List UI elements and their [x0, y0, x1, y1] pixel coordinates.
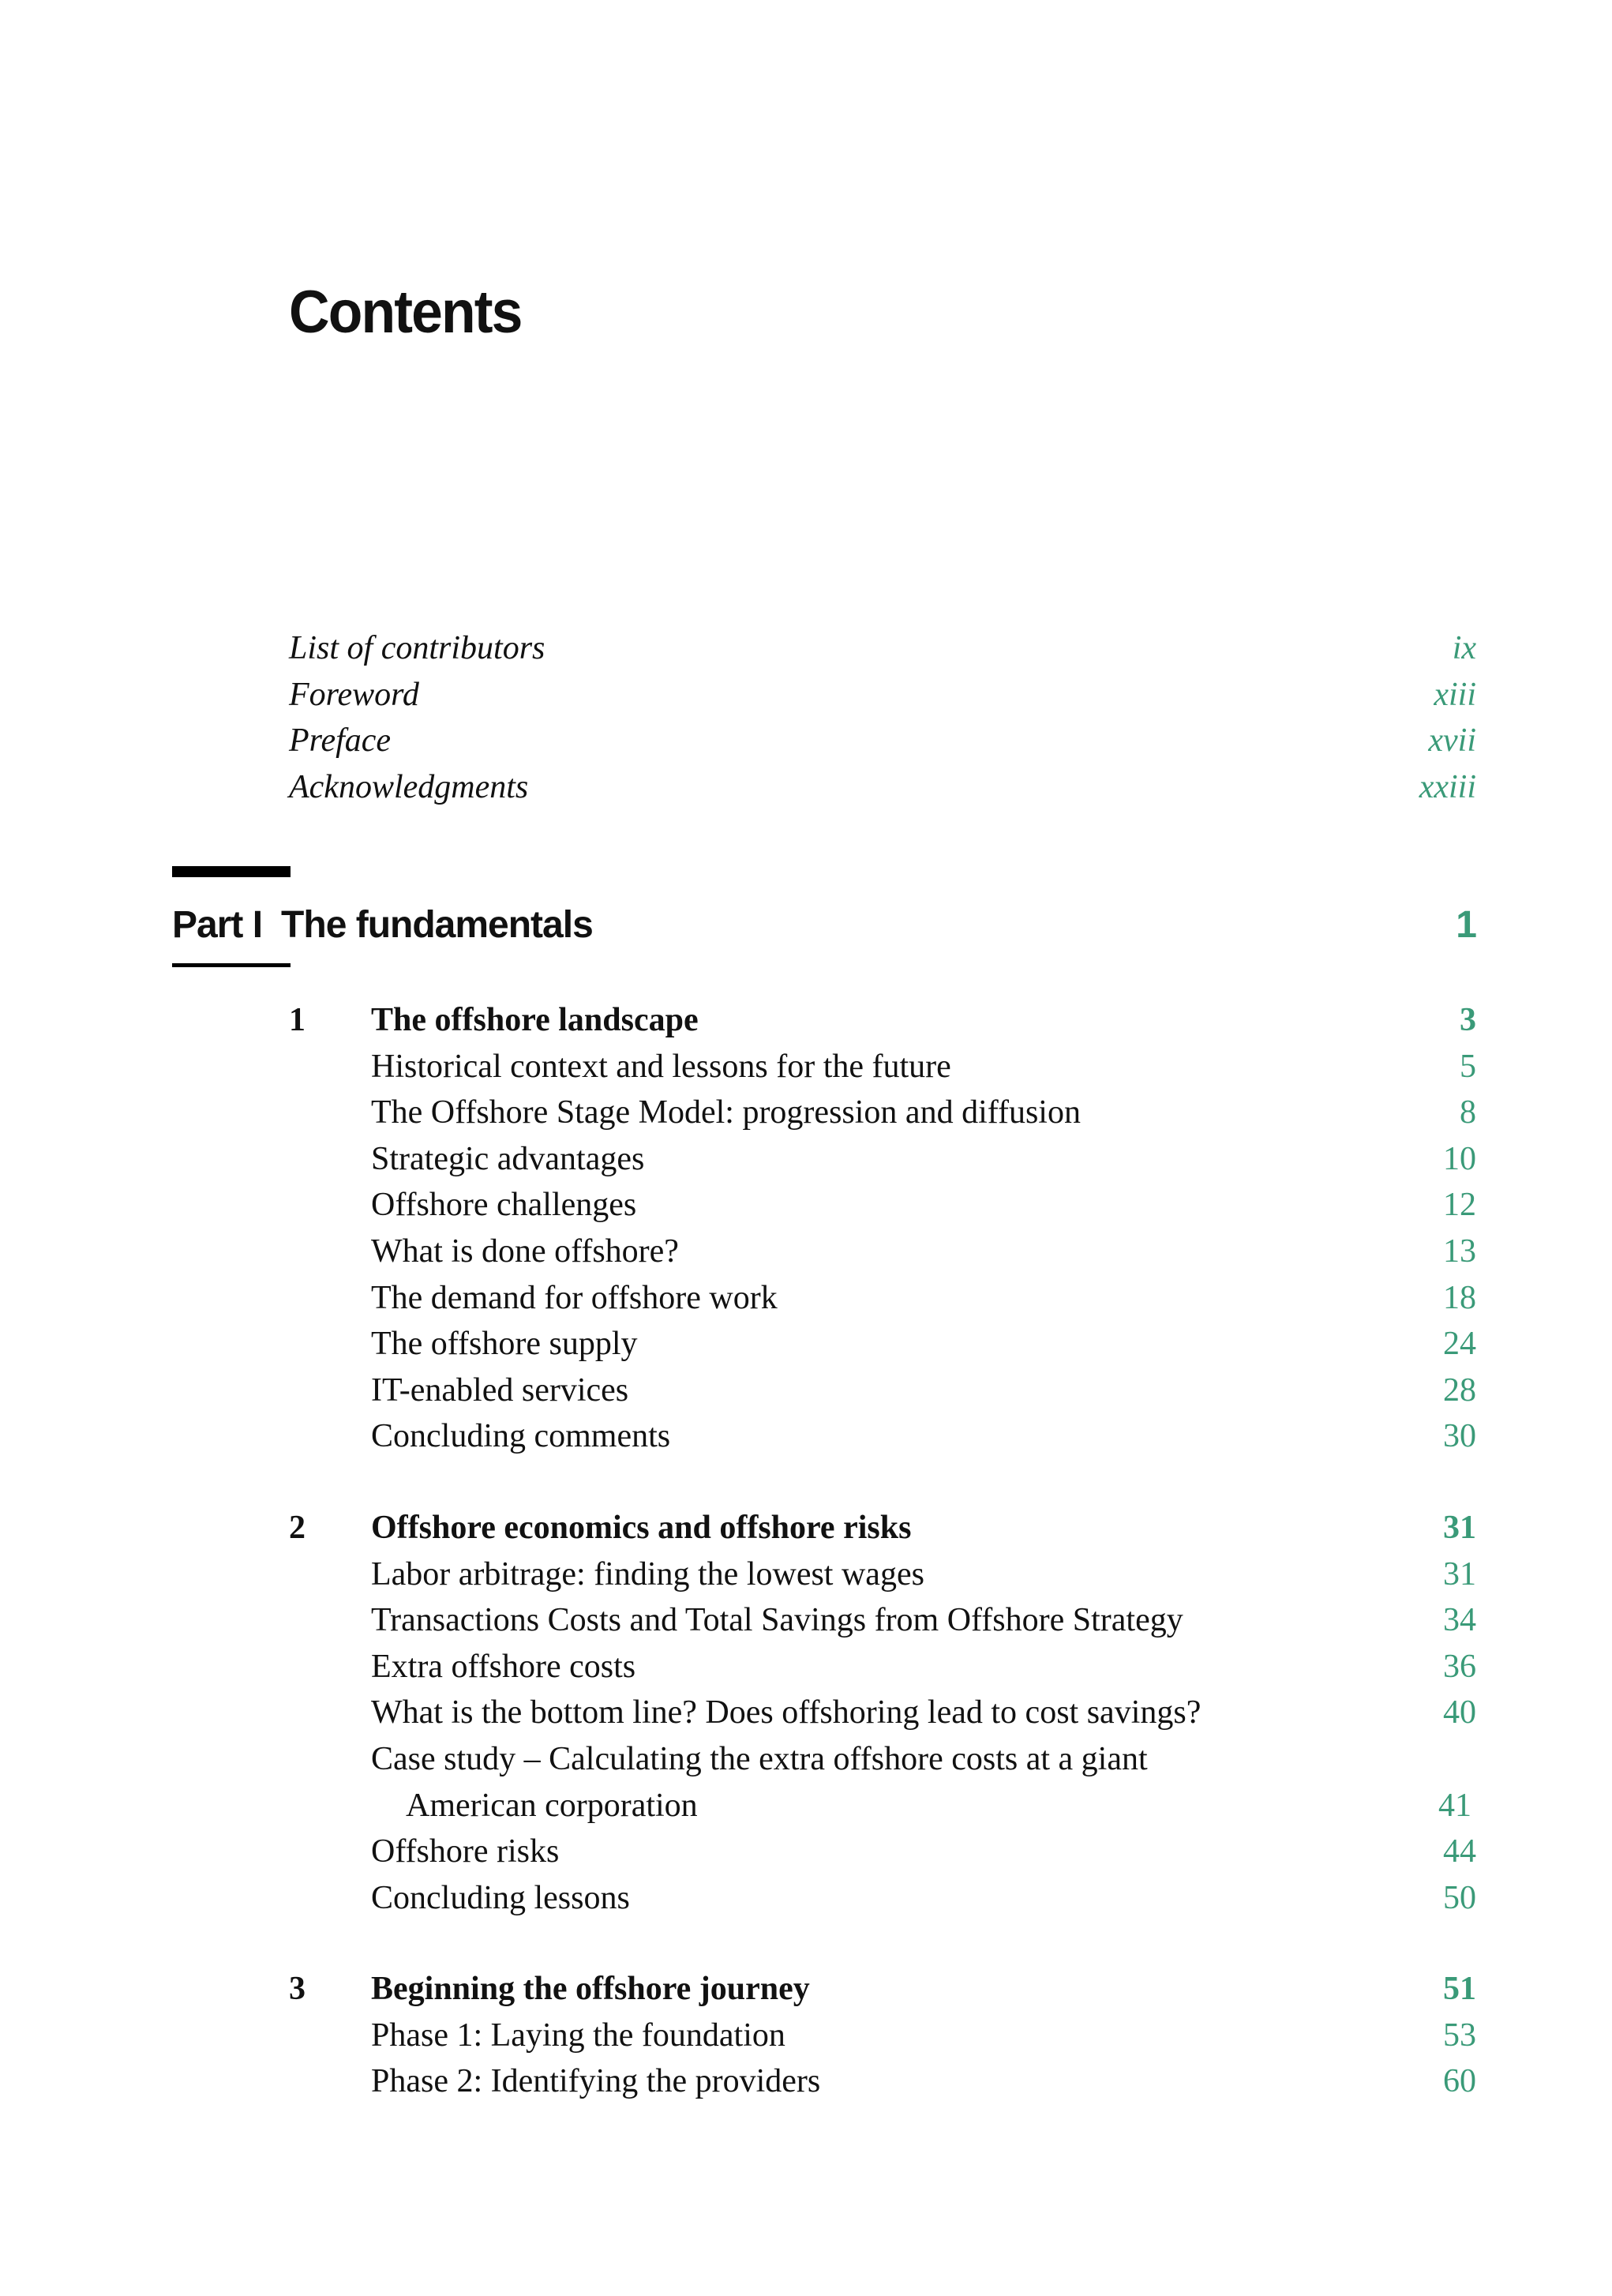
chapter-heading[interactable] [289, 1966, 1476, 2013]
section-label: Concluding comments [371, 1418, 671, 1455]
section-label: The offshore supply [371, 1326, 638, 1363]
section-item[interactable] [289, 1690, 1476, 1736]
chapter-title: Beginning the offshore journey [371, 1971, 810, 2007]
section-page: 60 [1443, 2063, 1476, 2100]
section-label: Extra offshore costs [371, 1648, 636, 1685]
section-item[interactable] [289, 1597, 1476, 1644]
part-heading[interactable] [172, 900, 1476, 951]
section-page: 44 [1443, 1833, 1476, 1870]
section-item[interactable] [289, 1367, 1476, 1414]
section-page: 31 [1443, 1555, 1476, 1593]
front-matter-label: List of contributors [289, 630, 545, 666]
section-label: Transactions Costs and Total Savings from Offshore Strategy [371, 1602, 1183, 1639]
section-page: 36 [1443, 1648, 1476, 1685]
section-label: Historical context and lessons for the future [371, 1048, 951, 1085]
section-item-continuation[interactable] [289, 1783, 1476, 1829]
front-matter-label: Acknowledgments [289, 768, 529, 805]
front-matter-item[interactable] [289, 625, 1476, 672]
front-matter-list [289, 625, 1476, 810]
section-label: Strategic advantages [371, 1140, 645, 1177]
page-title: Contents [289, 279, 522, 346]
section-item[interactable] [289, 1413, 1476, 1460]
section-item[interactable] [289, 1044, 1476, 1090]
section-page: 30 [1443, 1418, 1476, 1455]
front-matter-page: xxiii [1419, 768, 1476, 805]
chapter-title: Offshore economics and offshore risks [371, 1510, 912, 1546]
section-label: IT-enabled services [371, 1371, 629, 1409]
section-page: 13 [1443, 1232, 1476, 1270]
section-item[interactable] [289, 1829, 1476, 1875]
chapter-heading[interactable] [289, 1505, 1476, 1551]
section-item[interactable] [289, 1136, 1476, 1183]
section-item[interactable] [289, 1321, 1476, 1367]
section-page: 8 [1460, 1094, 1476, 1131]
section-page: 28 [1443, 1371, 1476, 1409]
chapter-1 [289, 997, 1476, 1460]
section-label: Concluding lessons [371, 1879, 630, 1916]
chapter-page: 31 [1443, 1510, 1476, 1546]
section-label: What is done offshore? [371, 1232, 679, 1270]
section-page: 34 [1443, 1602, 1476, 1639]
chapter-heading[interactable] [289, 997, 1476, 1044]
chapter-page: 51 [1443, 1971, 1476, 2007]
front-matter-label: Preface [289, 722, 392, 759]
section-page: 24 [1443, 1326, 1476, 1363]
section-label: Case study – Calculating the extra offshore costs at a giant [371, 1740, 1148, 1777]
section-label: Offshore risks [371, 1833, 560, 1870]
section-page: 10 [1443, 1140, 1476, 1177]
chapter-number: 3 [289, 1971, 306, 2007]
section-item[interactable] [289, 1182, 1476, 1229]
section-label: The demand for offshore work [371, 1279, 778, 1316]
front-matter-item[interactable] [289, 718, 1476, 764]
section-page: 53 [1443, 2017, 1476, 2054]
chapter-number: 1 [289, 1002, 306, 1038]
section-item[interactable] [289, 1229, 1476, 1275]
part-rule-top [172, 866, 291, 877]
section-item[interactable] [289, 2013, 1476, 2059]
section-label: Labor arbitrage: finding the lowest wages [371, 1555, 924, 1593]
front-matter-page: ix [1452, 630, 1476, 666]
front-matter-page: xvii [1428, 722, 1476, 759]
part-page: 1 [1456, 904, 1476, 946]
section-item[interactable] [289, 1275, 1476, 1322]
section-page: 12 [1443, 1187, 1476, 1224]
front-matter-item[interactable] [289, 672, 1476, 718]
section-label: Phase 1: Laying the foundation [371, 2017, 785, 2054]
section-label: The Offshore Stage Model: progression and diffusion [371, 1094, 1081, 1131]
chapter-number: 2 [289, 1510, 306, 1546]
section-item[interactable] [289, 1875, 1476, 1922]
section-item[interactable] [289, 2058, 1476, 2105]
section-label: Offshore challenges [371, 1187, 637, 1224]
section-label: Phase 2: Identifying the providers [371, 2063, 821, 2100]
part-number: Part I [172, 904, 263, 946]
section-page: 50 [1443, 1879, 1476, 1916]
chapter-title: The offshore landscape [371, 1002, 699, 1038]
section-item[interactable] [289, 1090, 1476, 1136]
front-matter-item[interactable] [289, 764, 1476, 811]
section-page: 5 [1460, 1048, 1476, 1085]
section-page: 18 [1443, 1279, 1476, 1316]
section-page: 40 [1443, 1694, 1476, 1731]
front-matter-label: Foreword [289, 676, 419, 713]
section-label: American corporation [406, 1787, 698, 1824]
section-item[interactable] [289, 1644, 1476, 1690]
section-label: What is the bottom line? Does offshoring lead to cost savings? [371, 1694, 1202, 1731]
front-matter-page: xiii [1434, 676, 1476, 713]
chapter-2 [289, 1505, 1476, 1921]
chapter-page: 3 [1460, 1002, 1476, 1038]
section-page: 41 [1438, 1787, 1471, 1824]
section-item[interactable] [289, 1551, 1476, 1598]
chapter-3 [289, 1966, 1476, 2105]
part-rule-bottom [172, 963, 291, 967]
section-item[interactable] [289, 1736, 1476, 1783]
part-title: The fundamentals [281, 904, 593, 946]
